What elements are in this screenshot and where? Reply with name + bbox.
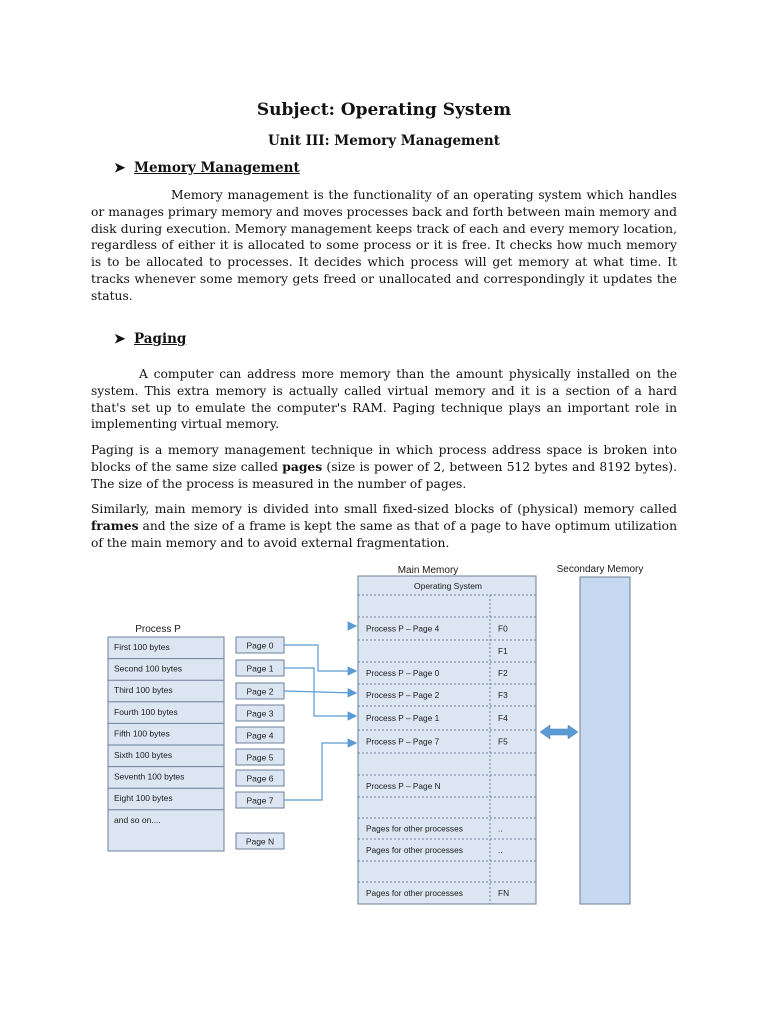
frame-id-label: F3 (498, 690, 508, 700)
frame-id-label: .. (498, 845, 503, 855)
page-box-label: Page 1 (246, 663, 274, 674)
main-memory-title: Main Memory (397, 565, 459, 576)
unit-subtitle: Unit III: Memory Management (268, 133, 500, 149)
frame-row-label: Process P – Page 2 (366, 690, 440, 700)
paging-diagram (100, 556, 660, 912)
process-row-label: Eight 100 bytes (114, 793, 173, 804)
frame-id-label: F0 (498, 623, 508, 634)
swap-double-arrow (540, 725, 578, 739)
process-row-label: Fourth 100 bytes (114, 706, 178, 717)
frame-id-label: F1 (498, 646, 508, 656)
process-row-label: Third 100 bytes (114, 685, 173, 696)
page-to-frame-arrow (284, 626, 356, 735)
page-n-label: Page N (245, 836, 275, 847)
page-box-label: Page 4 (246, 730, 274, 741)
process-row-label: Sixth 100 bytes (114, 750, 173, 760)
frame-id-label: F5 (498, 736, 508, 747)
arrow-bullet-icon: ➤ (114, 160, 126, 176)
frame-row-label: Pages for other processes (366, 823, 463, 834)
frame-row-label: Process P – Page 0 (366, 668, 440, 678)
paragraph-memory-management: Memory management is the functionality of an operating system which handles or manages primary memory and moves processes back and forth between main memory and disk during execution. Memory management keeps track of each and every memory location, regardless of either it is allocated to some process or it is free. It checks how much memory is to be allocated to processes. It decides which process will get memory at what time. It tracks whenever some memory gets freed or unallocated and correspondingly it updates the status. (91, 188, 677, 303)
page-to-frame-arrow (284, 743, 356, 800)
paragraph-frames: Similarly, main memory is divided into small fixed-sized blocks of (physical) memory called frames and the size of a frame is kept the same as that of a page to have optimum utilization of the main memory and to avoid external fragmentation. (91, 502, 677, 550)
page-title: Subject: Operating System (256, 100, 512, 120)
frame-row-label: Process P – Page 7 (366, 736, 440, 747)
page-box-label: Page 6 (246, 773, 274, 784)
process-row-label: Fifth 100 bytes (114, 728, 170, 739)
secondary-memory-box (580, 577, 630, 904)
process-p-title: Process P (135, 624, 181, 635)
page-box-label: Page 5 (246, 752, 274, 763)
secondary-memory-title: Secondary Memory (556, 564, 644, 575)
frame-id-label: FN (498, 888, 510, 898)
section-heading-memory-management: ➤ Memory Management (114, 160, 300, 176)
page-box-label: Page 3 (246, 708, 274, 719)
frame-row-label: Process P – Page 1 (366, 713, 440, 723)
page-to-frame-arrow (284, 691, 356, 693)
process-row-label: Seventh 100 bytes (114, 771, 185, 782)
frame-row-label: Process P – Page N (366, 781, 441, 791)
page-box-label: Page 2 (246, 686, 274, 697)
paragraph-virtual-memory: A computer can address more memory than the amount physically installed on the system. This extra memory is actually called virtual memory and it is a section of a hard that's set up to emulate the computer's RAM. Paging technique plays an important role in implementing virtual memory. (91, 367, 677, 432)
process-row-label: and so on.... (114, 814, 161, 825)
page-box-label: Page 7 (246, 795, 274, 806)
page-to-frame-arrow (284, 645, 356, 671)
page-box-label: Page 0 (246, 640, 274, 651)
bold-term-pages: pages (282, 458, 323, 474)
process-row-label: First 100 bytes (114, 642, 170, 652)
bold-term-frames: frames (91, 517, 139, 533)
frame-id-label: F2 (498, 668, 508, 678)
section-heading-paging: ➤ Paging (114, 331, 187, 347)
frame-row-label: Pages for other processes (366, 845, 463, 855)
process-row-label: Second 100 bytes (114, 663, 183, 674)
os-label: Operating System (413, 581, 483, 591)
frame-row-label: Process P – Page 4 (366, 623, 440, 634)
frame-id-label: .. (498, 823, 503, 834)
arrow-bullet-icon: ➤ (114, 331, 126, 347)
frame-row-label: Pages for other processes (366, 888, 463, 898)
frame-id-label: F4 (498, 713, 508, 723)
paragraph-pages: Paging is a memory management technique in which process address space is broken into blocks of the same size called pages (size is power of 2, between 512 bytes and 8192 bytes). The size of the process is measured in the number of pages. (91, 443, 678, 491)
